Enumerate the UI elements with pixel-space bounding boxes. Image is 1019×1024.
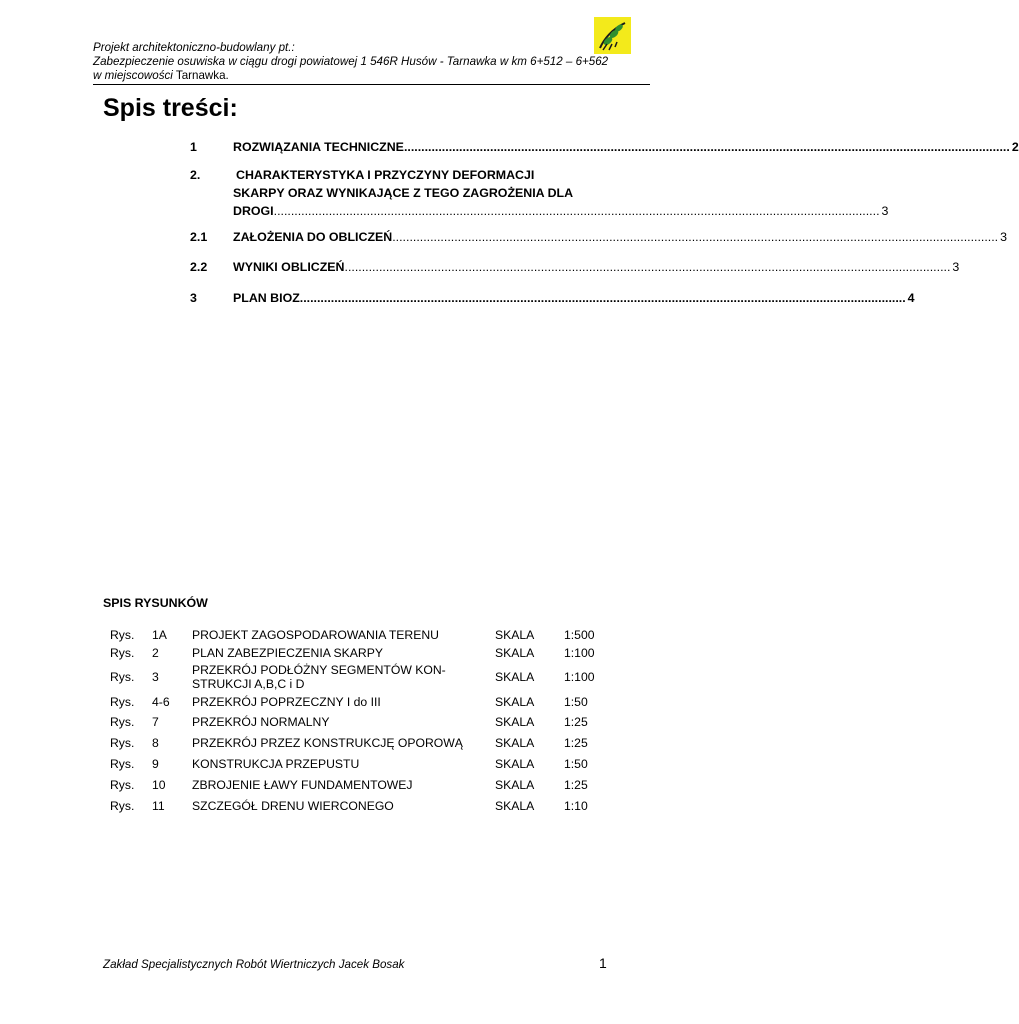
figure-number: 9 <box>152 756 159 771</box>
toc-number: 2.2 <box>190 260 208 274</box>
figure-rys-label: Rys. <box>110 798 135 813</box>
figure-rys-label: Rys. <box>110 756 135 771</box>
figure-rys-label: Rys. <box>110 714 135 729</box>
toc-entry[interactable] <box>233 228 1008 246</box>
document-footer: Zakład Specjalistycznych Robót Wiertniczych Jacek Bosak <box>103 958 405 971</box>
figure-title-line: PRZEKRÓJ PODŁÓŻNY SEGMENTÓW KON- <box>192 662 446 677</box>
figure-title: PLAN ZABEZPIECZENIA SKARPY <box>192 645 383 660</box>
toc-number: 2.1 <box>190 230 208 244</box>
figure-rys-label: Rys. <box>110 777 135 792</box>
figure-scale-label: SKALA <box>495 735 535 750</box>
toc-page-number: 4 <box>907 291 915 305</box>
toc-entry[interactable] <box>233 258 960 276</box>
header-line-3-prefix: w miejscowości <box>93 69 173 82</box>
document-header <box>93 41 633 83</box>
header-line-1: Projekt architektoniczno-budowlany pt.: <box>93 41 295 54</box>
figure-rys-label: Rys. <box>110 669 135 684</box>
toc-number: 3 <box>190 291 197 305</box>
figure-number: 10 <box>152 777 166 792</box>
toc-leader-dots: ................................................................................................................................................................................ <box>273 204 880 218</box>
toc-page-number: 2 <box>1011 140 1019 154</box>
toc-page-number: 3 <box>881 204 889 218</box>
figure-row <box>110 795 624 816</box>
figure-row <box>110 661 624 692</box>
figure-rys-label: Rys. <box>110 645 135 660</box>
toc-number: 1 <box>190 140 197 154</box>
toc-leader-dots: ................................................................................................................................................................................ <box>299 291 906 305</box>
figure-title-line: STRUKCJI A,B,C i D <box>192 676 305 691</box>
figure-scale-ratio: 1:25 <box>564 735 588 750</box>
toc-page-number: 3 <box>1000 230 1008 244</box>
figure-rys-label: Rys. <box>110 628 135 642</box>
figure-scale-ratio: 1:500 <box>564 628 595 642</box>
toc-entry[interactable] <box>233 166 889 220</box>
toc-leader-dots: ................................................................................................................................................................................ <box>403 140 1010 154</box>
figure-number: 2 <box>152 645 159 660</box>
toc-page-number: 3 <box>952 260 960 274</box>
figure-scale-ratio: 1:25 <box>564 777 588 792</box>
figure-scale-ratio: 1:25 <box>564 714 588 729</box>
company-logo-icon <box>594 17 631 54</box>
toc-entry[interactable] <box>233 138 1019 156</box>
header-line-3 <box>93 69 633 83</box>
toc-entry-title-line: SKARPY ORAZ WYNIKAJĄCE Z TEGO ZAGROŻENIA DLA <box>233 186 574 200</box>
toc-leader-dots: ................................................................................................................................................................................ <box>344 260 951 274</box>
figure-title: KONSTRUKCJA PRZEPUSTU <box>192 756 360 771</box>
figure-scale-label: SKALA <box>495 694 535 709</box>
header-divider <box>93 84 650 85</box>
figure-scale-label: SKALA <box>495 645 535 660</box>
figure-row <box>110 692 624 711</box>
figure-scale-label: SKALA <box>495 756 535 771</box>
toc-number: 2. <box>190 168 201 182</box>
figure-row <box>110 644 624 661</box>
toc-entry-title: PLAN BIOZ <box>233 291 300 305</box>
toc-entry-title: ROZWIĄZANIA TECHNICZNE <box>233 140 404 154</box>
figure-title <box>192 661 495 692</box>
figure-title: PRZEKRÓJ NORMALNY <box>192 714 330 729</box>
toc-entry-title: ZAŁOŻENIA DO OBLICZEŃ <box>233 230 393 244</box>
figure-scale-label: SKALA <box>495 669 535 684</box>
figure-scale-ratio: 1:50 <box>564 756 588 771</box>
figure-rys-label: Rys. <box>110 735 135 750</box>
figure-title: PRZEKRÓJ POPRZECZNY I do III <box>192 694 381 709</box>
figure-row <box>110 732 624 753</box>
figures-table <box>110 626 624 816</box>
figure-scale-ratio: 1:50 <box>564 694 588 709</box>
figure-scale-label: SKALA <box>495 628 535 642</box>
toc-entry-title-line: CHARAKTERYSTYKA I PRZYCZYNY DEFORMACJI <box>236 168 535 182</box>
figure-title: ZBROJENIE ŁAWY FUNDAMENTOWEJ <box>192 777 413 792</box>
figure-number: 8 <box>152 735 159 750</box>
figure-number: 7 <box>152 714 159 729</box>
figure-row <box>110 753 624 774</box>
toc-entry-title: WYNIKI OBLICZEŃ <box>233 260 345 274</box>
page-number: 1 <box>599 955 607 971</box>
figure-number: 4-6 <box>152 694 170 709</box>
figure-number: 1A <box>152 628 167 642</box>
header-line-3-place: Tarnawka. <box>172 69 229 82</box>
figure-scale-label: SKALA <box>495 777 535 792</box>
toc-entry[interactable] <box>233 289 915 307</box>
toc-entry-title-line: DROGI <box>233 204 274 218</box>
figure-number: 11 <box>152 798 165 813</box>
figure-scale-label: SKALA <box>495 714 535 729</box>
figures-heading: SPIS RYSUNKÓW <box>103 596 208 610</box>
figure-row <box>110 711 624 732</box>
figure-rys-label: Rys. <box>110 694 135 709</box>
figure-scale-ratio: 1:10 <box>564 798 588 813</box>
figure-row <box>110 626 624 644</box>
figure-title: PROJEKT ZAGOSPODAROWANIA TERENU <box>192 628 439 642</box>
header-line-2: Zabezpieczenie osuwiska w ciągu drogi powiatowej 1 546R Husów - Tarnawka w km 6+512 – 6+562 <box>93 55 609 68</box>
figure-scale-ratio: 1:100 <box>564 669 595 684</box>
figure-scale-ratio: 1:100 <box>564 645 595 660</box>
page-title: Spis treści: <box>103 94 238 122</box>
figure-row <box>110 774 624 795</box>
toc-leader-dots: ................................................................................................................................................................................ <box>392 230 999 244</box>
figure-title: PRZEKRÓJ PRZEZ KONSTRUKCJĘ OPOROWĄ <box>192 735 463 750</box>
figure-number: 3 <box>152 669 159 684</box>
figure-scale-label: SKALA <box>495 798 535 813</box>
figure-title: SZCZEGÓŁ DRENU WIERCONEGO <box>192 798 394 813</box>
